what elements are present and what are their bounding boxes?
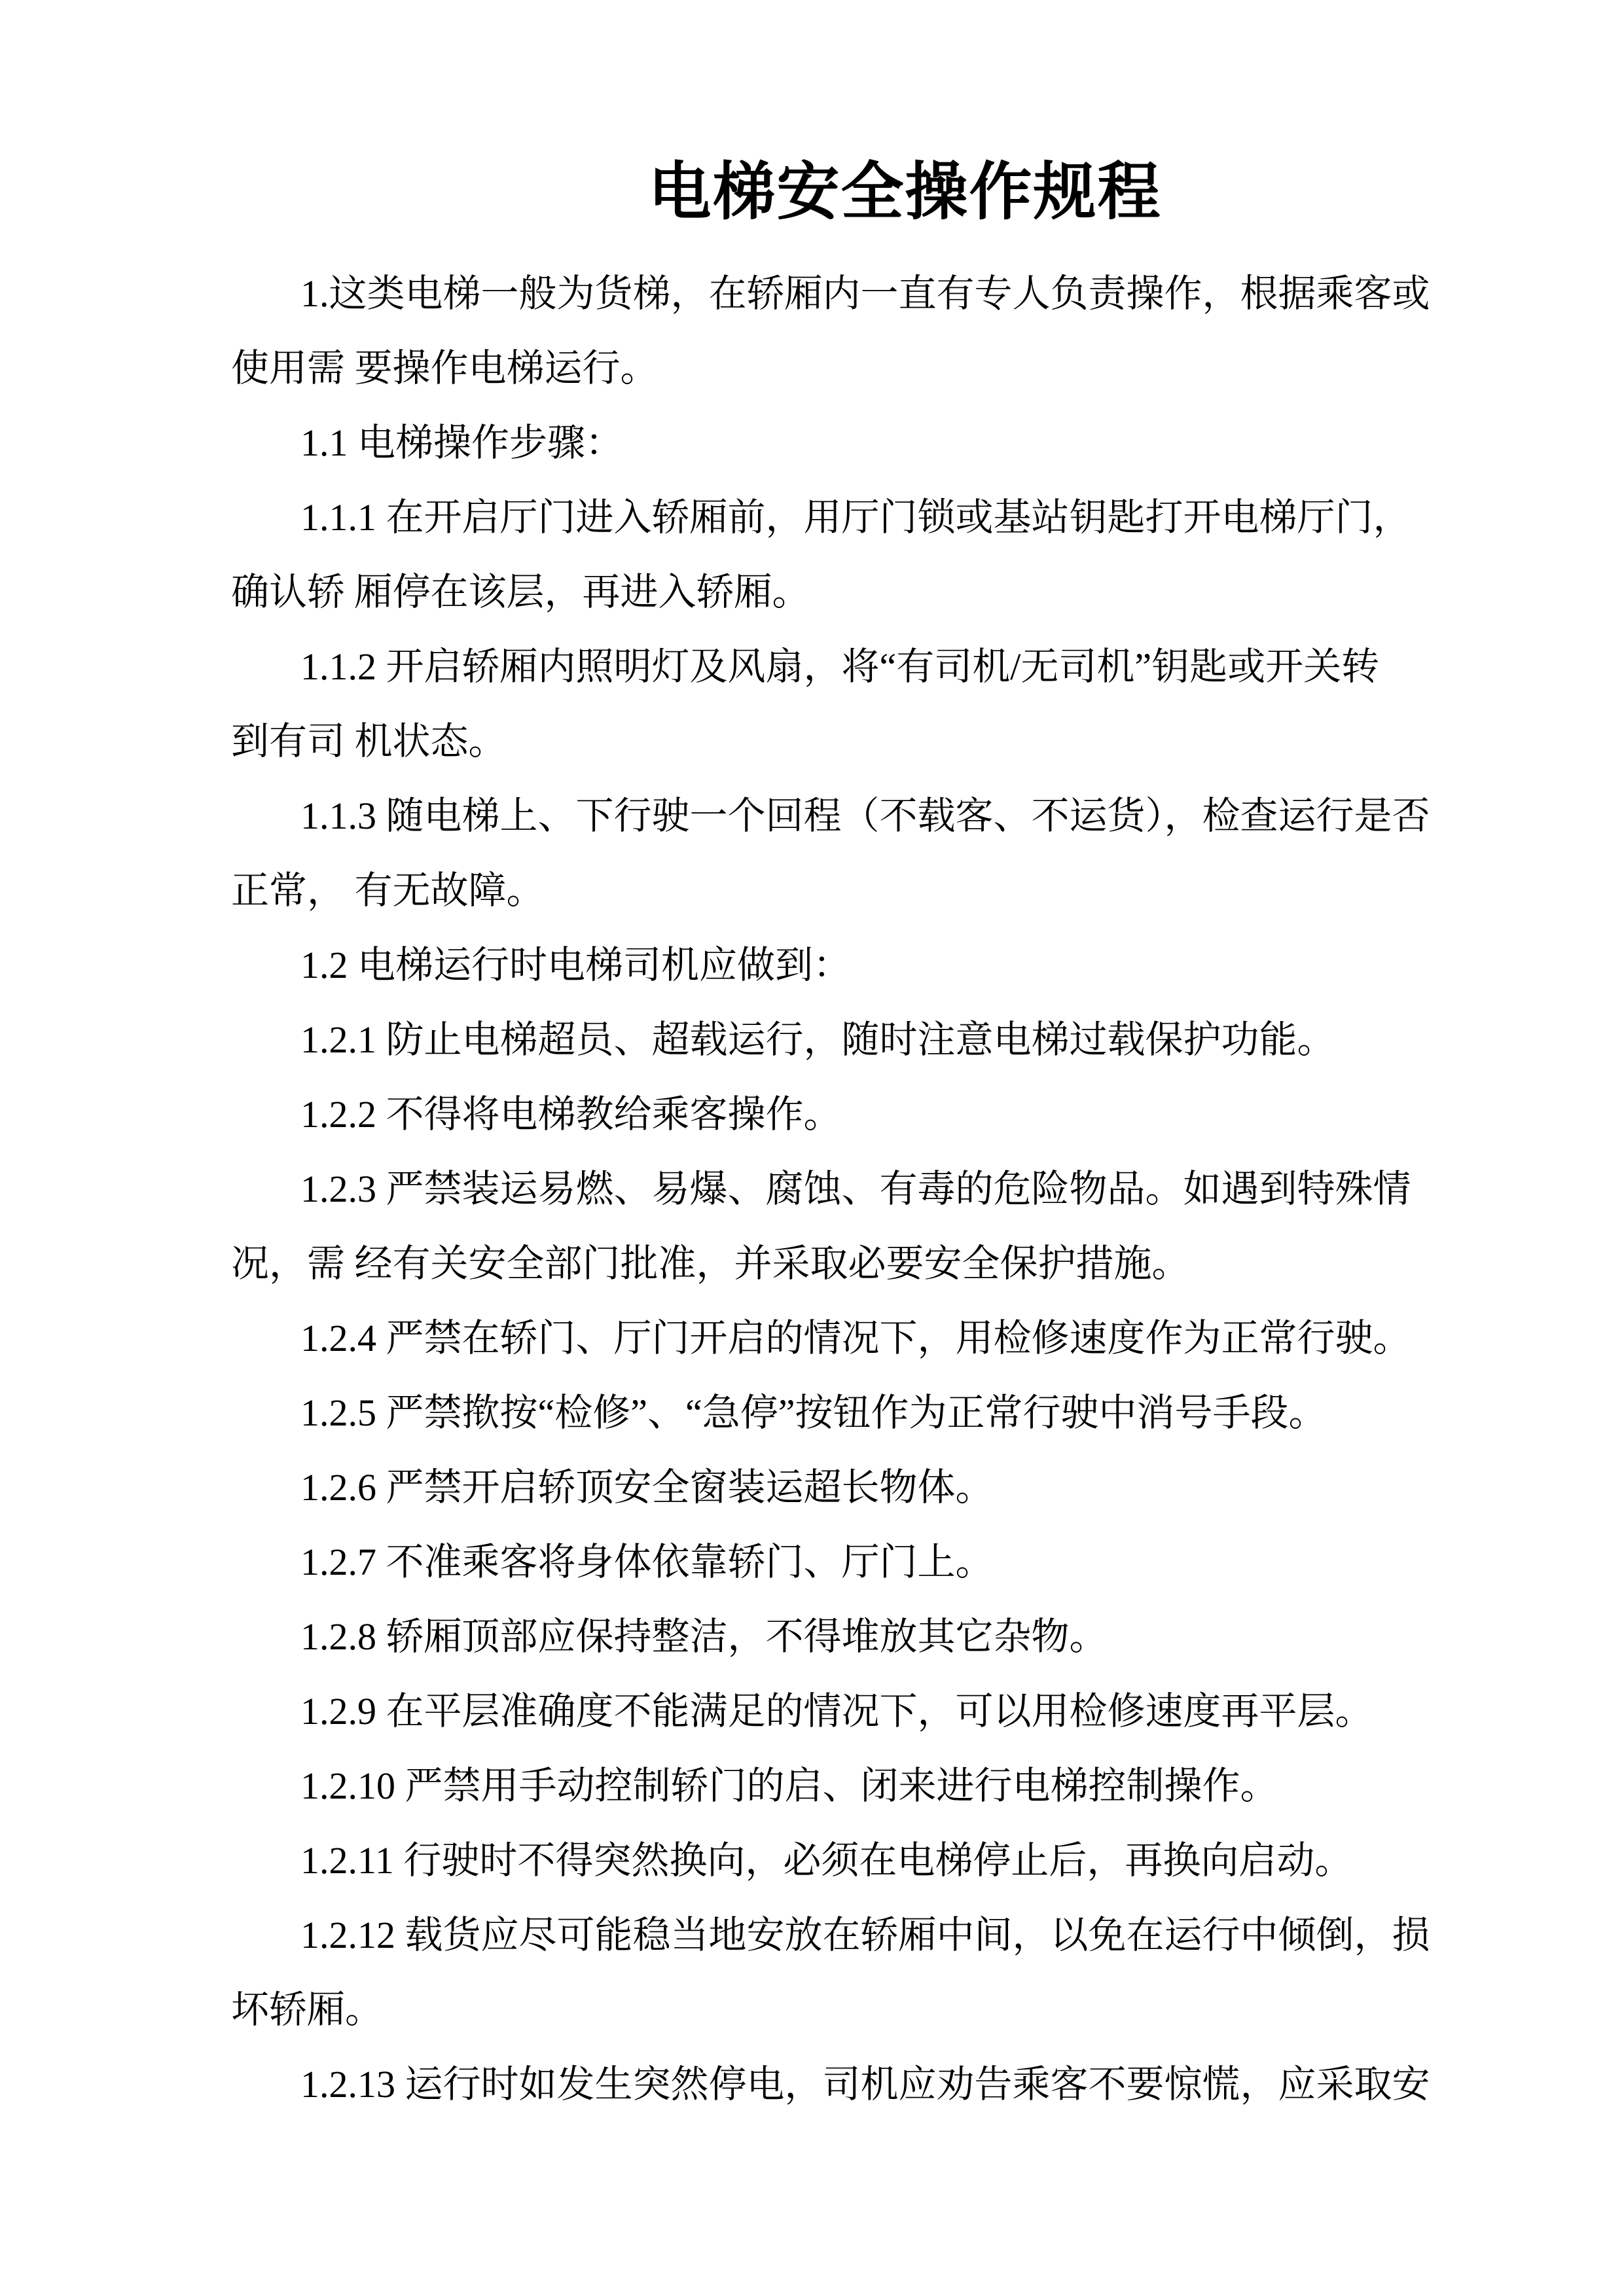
text-line: 1.2.13 运行时如发生突然停电，司机应劝告乘客不要惊慌，应采取安 — [300, 2063, 1430, 2106]
text-line: 1.2.6 严禁开启轿顶安全窗装运超长物体。 — [300, 1466, 994, 1509]
text-line: 1.2.5 严禁揿按“检修”、“急停”按钮作为正常行驶中消号手段。 — [300, 1391, 1327, 1434]
text-line: 确认轿 厢停在该层，再进入轿厢。 — [231, 571, 810, 613]
text-line: 1.1 电梯操作步骤： — [300, 422, 624, 464]
text-line: 1.2.8 轿厢顶部应保持整洁，不得堆放其它杂物。 — [300, 1615, 1108, 1658]
text-line: 1.这类电梯一般为货梯，在轿厢内一直有专人负责操作，根据乘客或 — [300, 272, 1430, 315]
text-line: 1.2.3 严禁装运易燃、易爆、腐蚀、有毒的危险物品。如遇到特殊情 — [300, 1168, 1411, 1210]
text-line: 1.2.12 载货应尽可能稳当地安放在轿厢中间，以免在运行中倾倒，损 — [300, 1914, 1430, 1956]
text-line: 况，需 经有关安全部门批准，并采取必要安全保护措施。 — [231, 1242, 1190, 1285]
text-line: 1.2.9 在平层准确度不能满足的情况下，可以用检修速度再平层。 — [300, 1690, 1373, 1732]
text-line: 1.1.1 在开启厅门进入轿厢前，用厅门锁或基站钥匙打开电梯厅门， — [300, 496, 1411, 539]
text-line: 1.2.2 不得将电梯教给乘客操作。 — [300, 1093, 842, 1136]
text-line: 正常， 有无故障。 — [231, 869, 545, 912]
text-line: 1.2 电梯运行时电梯司机应做到： — [300, 944, 852, 986]
text-line: 使用需 要操作电梯运行。 — [231, 347, 659, 389]
text-line: 坏轿厢。 — [231, 1988, 384, 2031]
text-line: 到有司 机状态。 — [231, 720, 507, 762]
text-line: 1.2.1 防止电梯超员、超载运行，随时注意电梯过载保护功能。 — [300, 1018, 1335, 1061]
text-line: 1.2.11 行驶时不得突然换向，必须在电梯停止后，再换向启动。 — [300, 1839, 1353, 1882]
text-line: 1.2.10 严禁用手动控制轿门的启、闭来进行电梯控制操作。 — [300, 1765, 1278, 1807]
text-line: 1.1.2 开启轿厢内照明灯及风扇，将“有司机/无司机”钥匙或开关转 — [300, 645, 1380, 688]
text-line: 1.2.7 不准乘客将身体依靠轿门、厅门上。 — [300, 1541, 994, 1583]
page-title: 电梯安全操作规程 — [648, 157, 1162, 227]
text-line: 1.2.4 严禁在轿门、厅门开启的情况下，用检修速度作为正常行驶。 — [300, 1317, 1411, 1359]
document-body — [231, 257, 1475, 2122]
text-line: 1.1.3 随电梯上、下行驶一个回程（不载客、不运货），检查运行是否 — [300, 795, 1430, 837]
